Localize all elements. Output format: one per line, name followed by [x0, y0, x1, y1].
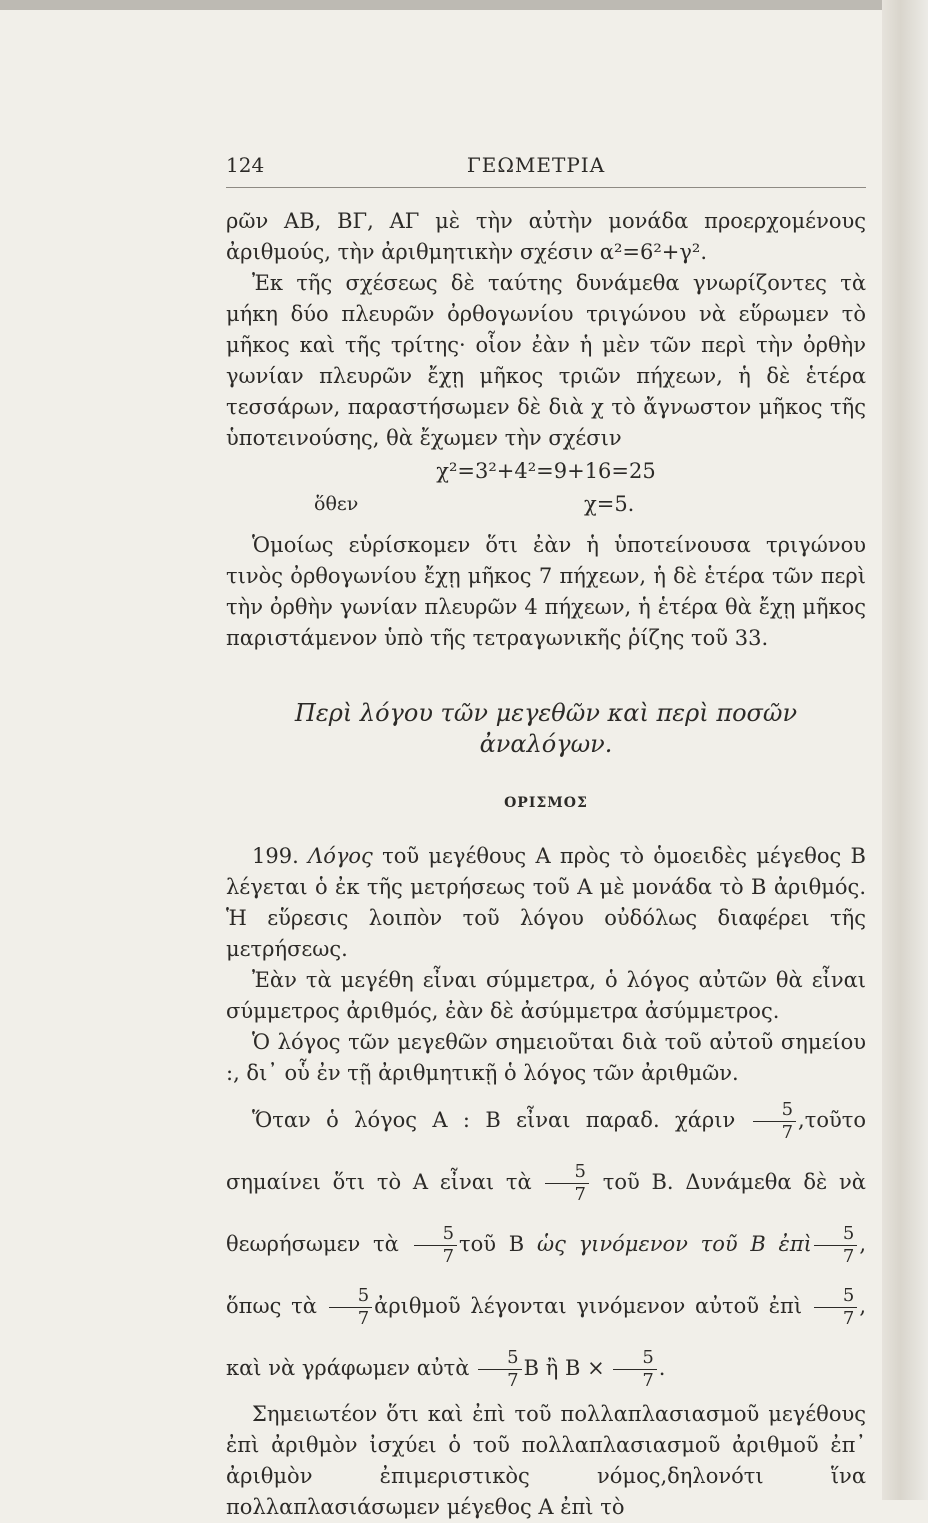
paragraph-7 — [226, 1089, 866, 1399]
p7-text-4: τοῦ Β — [459, 1232, 537, 1256]
p7-text-6: , ὅπως τὰ — [226, 1232, 866, 1318]
p7-text-1: Ὅταν ὁ λόγος Α : Β εἶναι παραδ. χάριν — [252, 1108, 751, 1132]
fraction — [814, 1285, 857, 1330]
running-header — [226, 150, 866, 188]
fraction-denominator: 7 — [842, 1308, 855, 1329]
paragraph-3: Ὁμοίως εὑρίσκομεν ὅτι ἐὰν ἡ ὑποτείνουσα τριγώνου τινὸς ὀρθογωνίου ἔχῃ μῆκος 7 πήχεων, ἡ δὲ ἑτέρα τῶν περὶ τὴν ὀρθὴν γωνίαν πλευρῶν 4 πήχεων, ἡ ἑτέρα θὰ ἔχῃ μῆκος παριστάμενον ὑπὸ τῆς τετραγωνικῆς ῥίζης τοῦ 33. — [226, 533, 866, 650]
section-title: Περὶ λόγου τῶν μεγεθῶν καὶ περὶ ποσῶν ἀναλόγων. — [294, 699, 798, 758]
fraction-numerator: 5 — [478, 1347, 521, 1370]
paragraph-5: Ἐὰν τὰ μεγέθη εἶναι σύμμετρα, ὁ λόγος αὐτῶν θὰ εἶναι σύμμετρος ἀριθμός, ἐὰν δὲ ἀσύμμετρα ἀσύμμετρος. — [226, 968, 866, 1023]
p7-text-8: , καὶ νὰ γράφωμεν αὐτὰ — [226, 1294, 866, 1380]
fraction-denominator: 7 — [642, 1370, 654, 1391]
paragraph-2: Ἐκ τῆς σχέσεως δὲ ταύτης δυνάμεθα γνωρίζοντες τὰ μήκη δύο πλευρῶν ὀρθογωνίου τριγώνου νὰ εὕρωμεν τὸ μῆκος καὶ τῆς τρίτης· οἷον ἐὰν ἡ μὲν τῶν περὶ τὴν ὀρθὴν γωνίαν πλευρῶν ἔχῃ μῆκος τριῶν πήχεων, ἡ δὲ ἑτέρα τεσσάρων, παραστήσωμεν δὲ διὰ χ τὸ ἄγνωστον μῆκος τῆς ὑποτεινούσης, θὰ ἔχωμεν τὴν σχέσιν — [226, 271, 866, 450]
fraction-numerator: 5 — [753, 1099, 796, 1122]
fraction-numerator: 5 — [545, 1161, 588, 1184]
scan-top-edge — [0, 0, 900, 10]
paragraph-4-text: τοῦ μεγέθους Α πρὸς τὸ ὁμοειδὲς μέγεθος Β λέγεται ὁ ἐκ τῆς μετρήσεως τοῦ Α μὲ μονάδα τὸ Β ἀριθμός. Ἡ εὕρεσις λοιπὸν τοῦ λόγου οὐδόλως διαφέρει τῆς μετρήσεως. — [226, 844, 866, 961]
fraction-denominator: 7 — [357, 1308, 370, 1329]
fraction-numerator: 5 — [414, 1223, 457, 1246]
definition-term: Λόγος — [308, 844, 373, 868]
equation-2-value: χ=5. — [584, 492, 635, 516]
p7-text-7: ἀριθμοῦ λέγονται γινόμενον αὐτοῦ ἐπὶ — [374, 1294, 812, 1318]
fraction — [814, 1223, 857, 1268]
p7-text-5: ὡς γινόμενον τοῦ Β ἐπὶ — [536, 1232, 812, 1256]
paragraph-1: ρῶν ΑΒ, ΒΓ, ΑΓ μὲ τὴν αὐτὴν μονάδα προερχομένους ἀριθμούς, τὴν ἀριθμητικὴν σχέσιν α²=6²+γ². — [226, 209, 866, 264]
fraction — [753, 1099, 796, 1144]
paragraph-4 — [226, 841, 866, 965]
fraction-denominator: 7 — [442, 1246, 455, 1267]
fraction-denominator: 7 — [507, 1370, 519, 1391]
fraction-denominator: 7 — [574, 1184, 586, 1205]
p7-text-9: Β ἢ Β × — [523, 1356, 612, 1380]
equation-2 — [226, 489, 866, 520]
p7-text-10: . — [658, 1356, 666, 1380]
equation-2-label: ὅθεν — [314, 493, 359, 515]
fraction — [414, 1223, 457, 1268]
equation-1: χ²=3²+4²=9+16=25 — [436, 459, 656, 483]
fraction-numerator: 5 — [329, 1285, 372, 1308]
page-number: 124 — [226, 153, 265, 177]
fraction-denominator: 7 — [781, 1122, 794, 1143]
fraction-numerator: 5 — [814, 1285, 857, 1308]
fraction-numerator: 5 — [613, 1347, 656, 1370]
fraction — [329, 1285, 372, 1330]
fraction — [545, 1161, 588, 1206]
p7-text-2: ,τοῦτο σημαίνει ὅτι τὸ Α εἶναι τὰ — [226, 1108, 866, 1194]
subsection-title: ΟΡΙΣΜΟΣ — [504, 795, 588, 811]
fraction-numerator: 5 — [814, 1223, 857, 1246]
paragraph-4-number: 199. — [252, 844, 299, 868]
paragraph-8: Σημειωτέον ὅτι καὶ ἐπὶ τοῦ πολλαπλασιασμοῦ μεγέθους ἐπὶ ἀριθμὸν ἰσχύει ὁ τοῦ πολλαπλασιασμοῦ ἀριθμοῦ ἐπ᾽ ἀριθμὸν ἐπιμεριστικὸς νόμος,δηλονότι ἵνα πολλαπλασιάσωμεν μέγεθος Α ἐπὶ τὸ — [226, 1402, 866, 1519]
p7-text-3: τοῦ Β. Δυνάμεθα δὲ νὰ θεωρήσωμεν τὰ — [226, 1170, 866, 1256]
running-title: ΓΕΩΜΕΤΡΙΑ — [466, 153, 606, 177]
fraction-denominator: 7 — [842, 1246, 855, 1267]
page-spine-edge — [882, 0, 928, 1500]
book-page — [226, 150, 866, 1523]
paragraph-6: Ὁ λόγος τῶν μεγεθῶν σημειοῦται διὰ τοῦ αὐτοῦ σημείου :, δι᾽ οὗ ἐν τῇ ἀριθμητικῇ ὁ λόγος τῶν ἀριθμῶν. — [226, 1030, 866, 1085]
fraction — [478, 1347, 521, 1392]
fraction — [613, 1347, 656, 1392]
